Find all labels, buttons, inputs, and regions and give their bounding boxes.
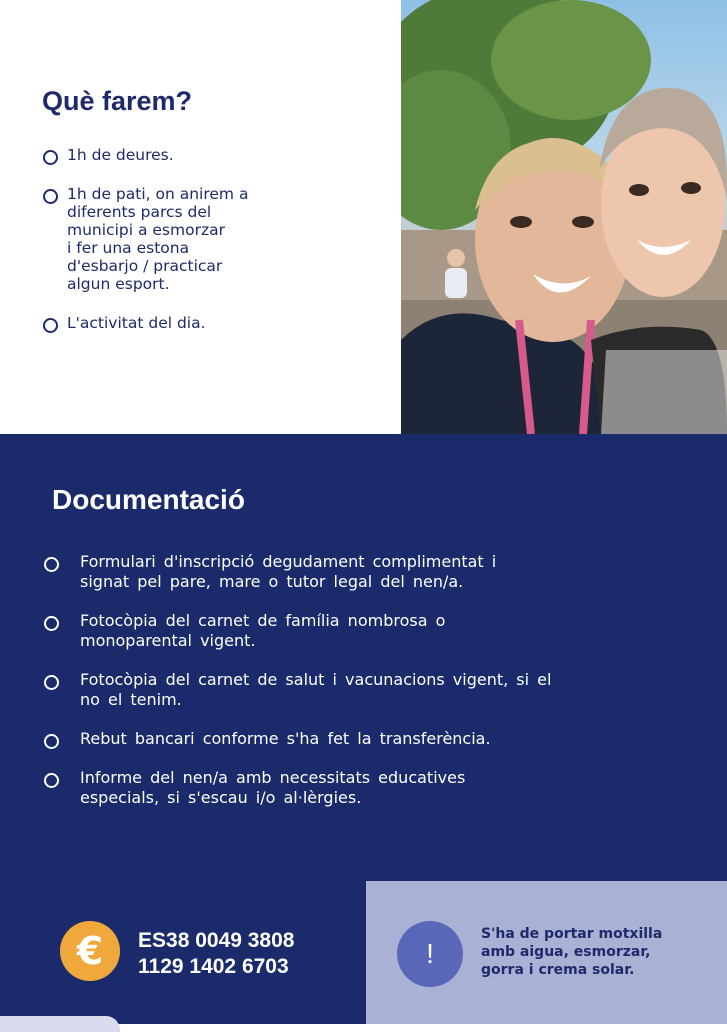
documentation-line: signat pel pare, mare o tutor legal del nen/a.: [80, 572, 464, 591]
exclamation-icon: !: [397, 921, 463, 987]
circle-bullet-icon: [44, 557, 59, 572]
activity-line: i fer una estona: [67, 239, 190, 257]
note-line: S'ha de portar motxilla: [481, 926, 663, 942]
circle-bullet-icon: [44, 616, 59, 631]
activity-line: diferents parcs del: [67, 203, 212, 221]
activity-item: [42, 314, 372, 332]
documentation-line: Rebut bancari conforme s'ha fet la transferència.: [80, 729, 491, 748]
documentation-line: Fotocòpia del carnet de salut i vacunacions vigent, si el: [80, 670, 552, 689]
note-line: gorra i crema solar.: [481, 962, 635, 978]
documentation-item: [42, 552, 662, 592]
note-text: [481, 925, 662, 979]
activity-line: L'activitat del dia.: [67, 314, 206, 332]
circle-bullet-icon: [43, 318, 58, 333]
circle-bullet-icon: [44, 734, 59, 749]
documentation-line: monoparental vigent.: [80, 631, 256, 650]
documentation-item: [42, 768, 662, 808]
documentation-line: Formulari d'inscripció degudament complimentat i: [80, 552, 497, 571]
documentation-title: Documentació: [52, 484, 245, 515]
page-corner-decoration: [0, 1016, 120, 1032]
activities-list: [42, 146, 372, 332]
euro-icon: €: [60, 921, 120, 981]
activity-item: [42, 185, 372, 293]
circle-bullet-icon: [44, 675, 59, 690]
documentation-item: [42, 611, 662, 651]
activities-title: Què farem?: [42, 86, 193, 116]
documentation-line: Fotocòpia del carnet de família nombrosa o: [80, 611, 446, 630]
note-line: amb aigua, esmorzar,: [481, 944, 651, 960]
activity-line: 1h de pati, on anirem a: [67, 185, 249, 203]
iban-line: 1129 1402 6703: [138, 955, 289, 978]
photo-illustration: [401, 0, 727, 434]
activity-line: algun esport.: [67, 275, 170, 293]
documentation-item: [42, 729, 662, 749]
activity-line: 1h de deures.: [67, 146, 174, 164]
circle-bullet-icon: [44, 773, 59, 788]
documentation-list: [42, 552, 662, 808]
activity-item: [42, 146, 372, 164]
documentation-item: [42, 670, 662, 710]
activity-line: d'esbarjo / practicar: [67, 257, 223, 275]
circle-bullet-icon: [43, 150, 58, 165]
documentation-line: Informe del nen/a amb necessitats educatives: [80, 768, 466, 787]
iban-number: [138, 928, 294, 980]
photo-woman-and-girl: [401, 0, 727, 434]
circle-bullet-icon: [43, 189, 58, 204]
documentation-line: especials, si s'escau i/o al·lèrgies.: [80, 788, 362, 807]
iban-line: ES38 0049 3808: [138, 929, 295, 952]
documentation-line: no el tenim.: [80, 690, 182, 709]
activity-line: municipi a esmorzar: [67, 221, 225, 239]
